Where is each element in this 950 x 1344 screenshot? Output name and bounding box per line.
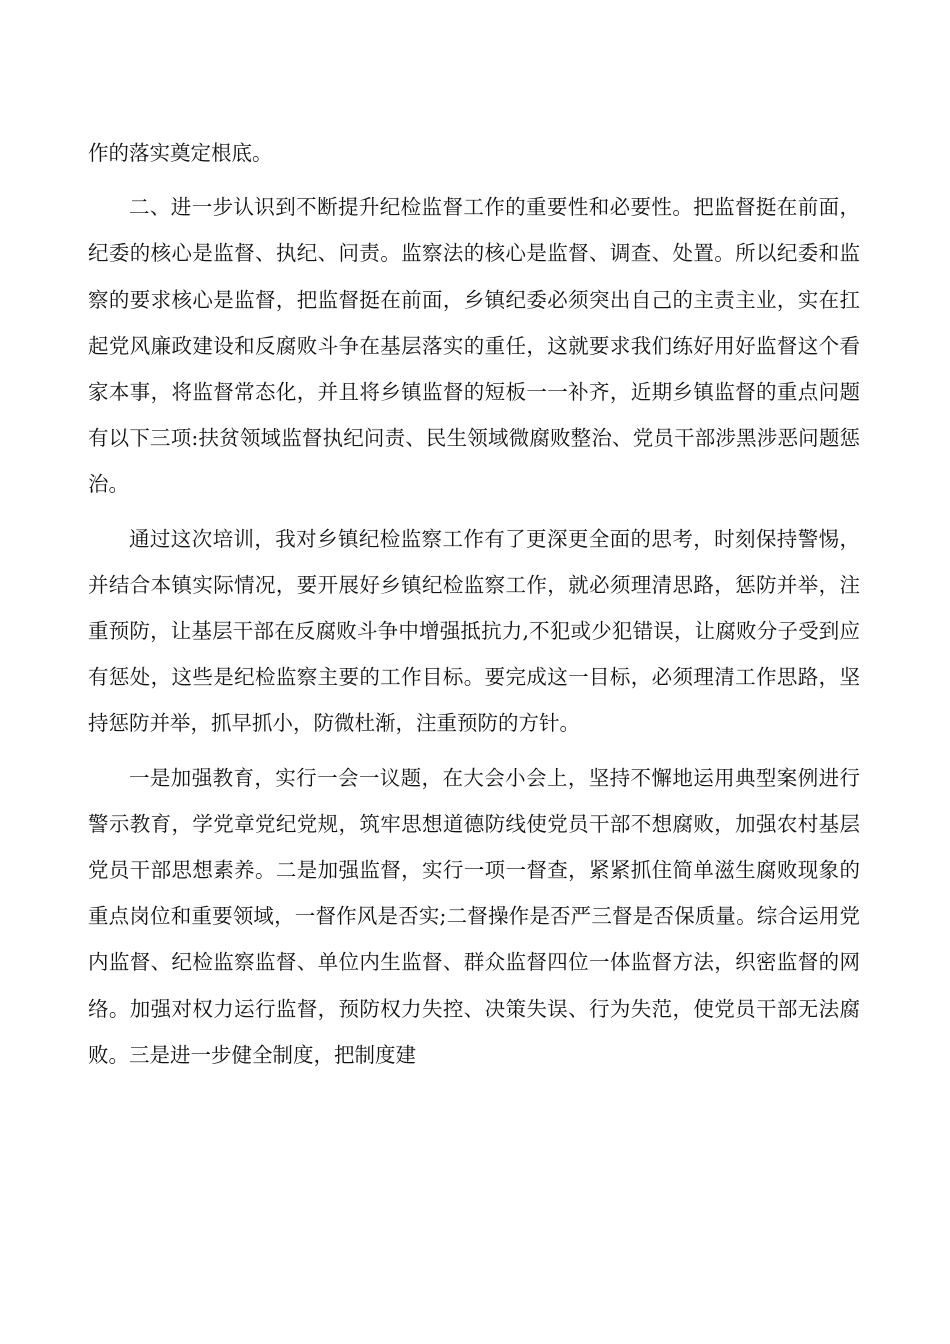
paragraph-continuation: 作的落实奠定根底。 [88, 141, 273, 165]
paragraph-training-reflection: 通过这次培训，我对乡镇纪检监察工作有了更深更全面的思考，时刻保持警惕，并结合本镇实际情况，要开展好乡镇纪检监察工作，就必须理清思路，惩防并举，注重预防，让基层干部在反腐败斗争中增强抵抗力,不犯或少犯错误，让腐败分子受到应有惩处，这些是纪检监察主要的工作目标。要完成这一目标，必须理清工作思路，坚持惩防并举，抓早抓小，防微杜渐，注重预防的方针。 [88, 526, 860, 736]
paragraph-supervision-importance: 二、进一步认识到不断提升纪检监督工作的重要性和必要性。把监督挺在前面，纪委的核心是监督、执纪、问责。监察法的核心是监督、调查、处置。所以纪委和监察的要求核心是监督，把监督挺在前面，乡镇纪委必须突出自己的主责主业，实在扛起党风廉政建设和反腐败斗争在基层落实的重任，这就要求我们练好用好监督这个看家本事，将监督常态化，并且将乡镇监督的短板一一补齐，近期乡镇监督的重点问题有以下三项:扶贫领域监督执纪问责、民生领域微腐败整治、党员干部涉黑涉恶问题惩治。 [88, 195, 860, 497]
document-body [88, 130, 860, 1078]
paragraph-measures: 一是加强教育，实行一会一议题，在大会小会上，坚持不懈地运用典型案例进行警示教育，学党章党纪党规，筑牢思想道德防线使党员干部不想腐败，加强农村基层党员干部思想素养。二是加强监督，实行一项一督查，紧紧抓住简单滋生腐败现象的重点岗位和重要领域，一督作风是否实;二督操作是否严三督是否保质量。综合运用党内监督、纪检监察监督、单位内生监督、群众监督四位一体监督方法，织密监督的网络。加强对权力运行监督，预防权力失控、决策失误、行为失范，使党员干部无法腐败。三是进一步健全制度，把制度建 [88, 765, 860, 1067]
